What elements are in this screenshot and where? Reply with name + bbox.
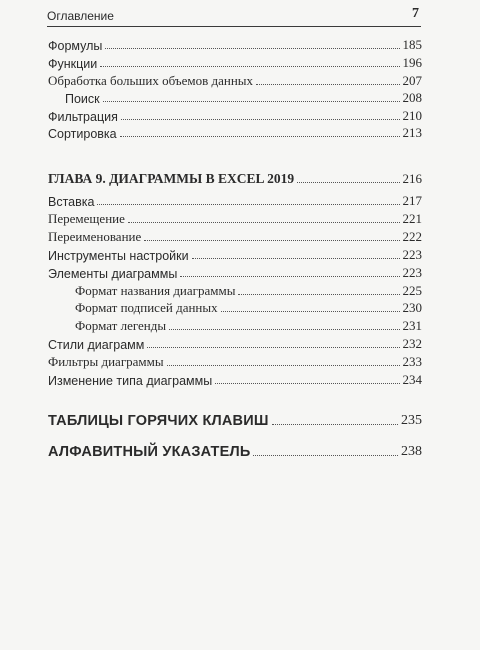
toc-entry-page: 217	[402, 193, 422, 208]
dot-leader	[167, 365, 400, 366]
running-header-title: Оглавление	[47, 9, 114, 23]
toc-entry-chart-filters	[48, 352, 422, 370]
dot-leader	[256, 84, 399, 85]
toc-entry-label: Сортировка	[48, 127, 117, 141]
toc-entry-label: Инструменты настройки	[48, 249, 189, 263]
toc-entry-label: Перемещение	[48, 211, 125, 226]
toc-entry-data-labels-format	[48, 298, 422, 316]
toc-entry-page: 223	[402, 247, 422, 262]
toc-entry-label: Изменение типа диаграммы	[48, 374, 213, 388]
page-number: 7	[412, 6, 419, 21]
toc-entry-label: Фильтры диаграммы	[48, 354, 164, 369]
dot-leader	[169, 329, 399, 330]
running-header	[47, 6, 421, 27]
section-title: АЛФАВИТНЫЙ УКАЗАТЕЛЬ	[48, 444, 251, 460]
toc-entry-label: Функции	[48, 57, 98, 71]
toc-entry-page: 185	[402, 37, 422, 52]
dot-leader	[144, 240, 399, 241]
toc-entry-filtering	[48, 106, 422, 124]
toc-entry-label: Формат подписей данных	[75, 300, 218, 315]
dot-leader	[221, 311, 400, 312]
toc-entry-page: 222	[402, 229, 422, 244]
toc-entry-sorting	[48, 123, 422, 141]
dot-leader	[180, 276, 399, 277]
toc-entry-label: Формат названия диаграммы	[75, 283, 236, 298]
toc-entry-insert	[48, 191, 422, 209]
dot-leader	[215, 383, 399, 384]
toc-entry-chart-styles	[48, 334, 422, 352]
toc-entry-label: Формулы	[48, 39, 103, 53]
toc-entry-rename	[48, 227, 422, 245]
dot-leader	[103, 101, 400, 102]
toc-entry-search	[48, 88, 422, 106]
chapter-title: ГЛАВА 9. ДИАГРАММЫ В EXCEL 2019	[48, 171, 295, 186]
toc-hotkeys-tables	[48, 411, 422, 429]
dot-leader	[253, 455, 398, 456]
toc-entry-title-format	[48, 281, 422, 299]
toc-entry-page: 208	[402, 90, 422, 105]
dot-leader	[121, 119, 400, 120]
toc-entry-legend-format	[48, 316, 422, 334]
toc-entry-label: Элементы диаграммы	[48, 267, 178, 281]
dot-leader	[272, 424, 398, 425]
toc-entry-chart-elements	[48, 263, 422, 281]
toc-entry-page: 238	[401, 444, 422, 459]
toc-entry-page: 233	[402, 354, 422, 369]
toc-entry-label: Стили диаграмм	[48, 338, 145, 352]
toc-entry-label: Поиск	[65, 92, 100, 106]
toc-entry-tools	[48, 245, 422, 263]
toc-alphabetical-index	[48, 442, 422, 460]
toc-entry-label: Переименование	[48, 229, 142, 244]
toc-entry-move	[48, 209, 422, 227]
toc-entry-page: 216	[402, 171, 422, 186]
toc-entry-big-data	[48, 71, 422, 89]
dot-leader	[238, 294, 399, 295]
toc-entry-page: 210	[402, 108, 422, 123]
dot-leader	[120, 136, 400, 137]
toc-entry-formulas	[48, 35, 422, 53]
section-title: ТАБЛИЦЫ ГОРЯЧИХ КЛАВИШ	[48, 413, 269, 429]
toc-entry-page: 232	[402, 336, 422, 351]
toc-entry-page: 223	[402, 265, 422, 280]
toc-entry-page: 235	[401, 413, 422, 428]
toc-entry-page: 230	[402, 300, 422, 315]
toc-entry-label: Вставка	[48, 195, 95, 209]
toc-entry-label: Формат легенды	[75, 318, 167, 333]
dot-leader	[105, 48, 399, 49]
toc-entry-page: 213	[402, 125, 422, 140]
dot-leader	[128, 222, 400, 223]
toc-chapter-9	[48, 169, 422, 187]
toc-entry-label: Фильтрация	[48, 110, 118, 124]
toc-entry-page: 196	[402, 55, 422, 70]
dot-leader	[297, 182, 399, 183]
dot-leader	[97, 204, 399, 205]
toc-entry-page: 207	[402, 73, 422, 88]
toc-entry-change-chart-type	[48, 370, 422, 388]
dot-leader	[192, 258, 400, 259]
toc-entry-page: 234	[402, 372, 422, 387]
toc-entry-page: 231	[402, 318, 422, 333]
dot-leader	[100, 66, 399, 67]
toc-entry-page: 221	[402, 211, 422, 226]
toc-entry-label: Обработка больших объемов данных	[48, 73, 254, 88]
toc-entry-page: 225	[402, 283, 422, 298]
dot-leader	[147, 347, 399, 348]
toc-entry-functions	[48, 53, 422, 71]
